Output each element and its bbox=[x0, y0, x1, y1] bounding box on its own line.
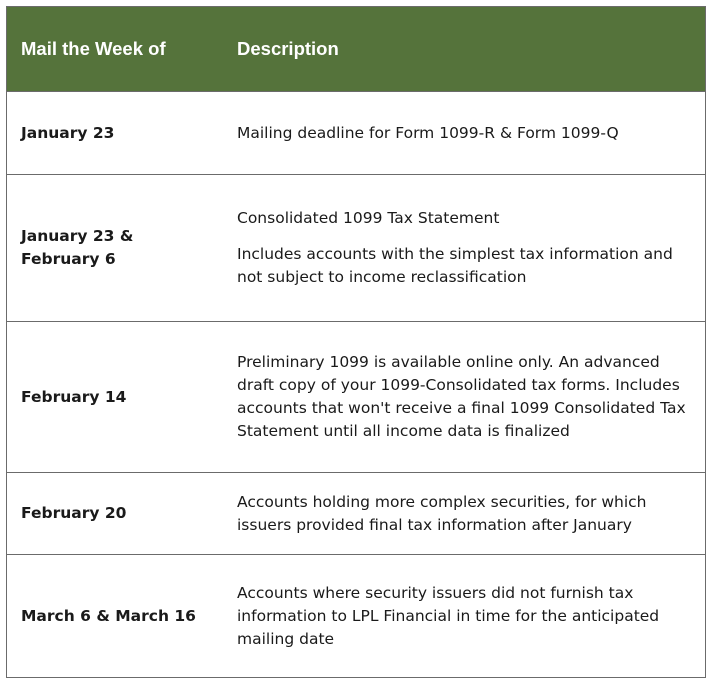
row-description: Accounts holding more complex securities, for which issuers provided final tax information after January bbox=[237, 492, 647, 534]
table-row bbox=[7, 175, 705, 322]
row-date: March 6 & March 16 bbox=[21, 606, 196, 625]
row-description: Mailing deadline for Form 1099-R & Form 1099-Q bbox=[237, 123, 619, 142]
row-date: January 23 & February 6 bbox=[21, 227, 134, 268]
mailing-schedule-table bbox=[6, 6, 706, 678]
row-description: Accounts where security issuers did not furnish tax information to LPL Financial in time for the anticipated mailing date bbox=[237, 583, 660, 648]
table-row bbox=[7, 555, 705, 677]
table-row bbox=[7, 92, 705, 175]
table-row bbox=[7, 473, 705, 555]
row-date: January 23 bbox=[21, 123, 115, 142]
row-date: February 20 bbox=[21, 504, 127, 522]
row-date: February 14 bbox=[21, 387, 127, 406]
table-header bbox=[7, 7, 705, 92]
row-description: Preliminary 1099 is available online only. An advanced draft copy of your 1099-Consolidated tax forms. Includes accounts that won't receive a final 1099 Consolidated Tax Statement until all income data is finalized bbox=[237, 353, 686, 440]
header-description: Description bbox=[237, 38, 339, 59]
table-row bbox=[7, 322, 705, 473]
header-mail-week: Mail the Week of bbox=[21, 38, 166, 59]
row-description: Consolidated 1099 Tax Statement Includes accounts with the simplest tax information and not subject to income reclassification bbox=[237, 209, 673, 286]
